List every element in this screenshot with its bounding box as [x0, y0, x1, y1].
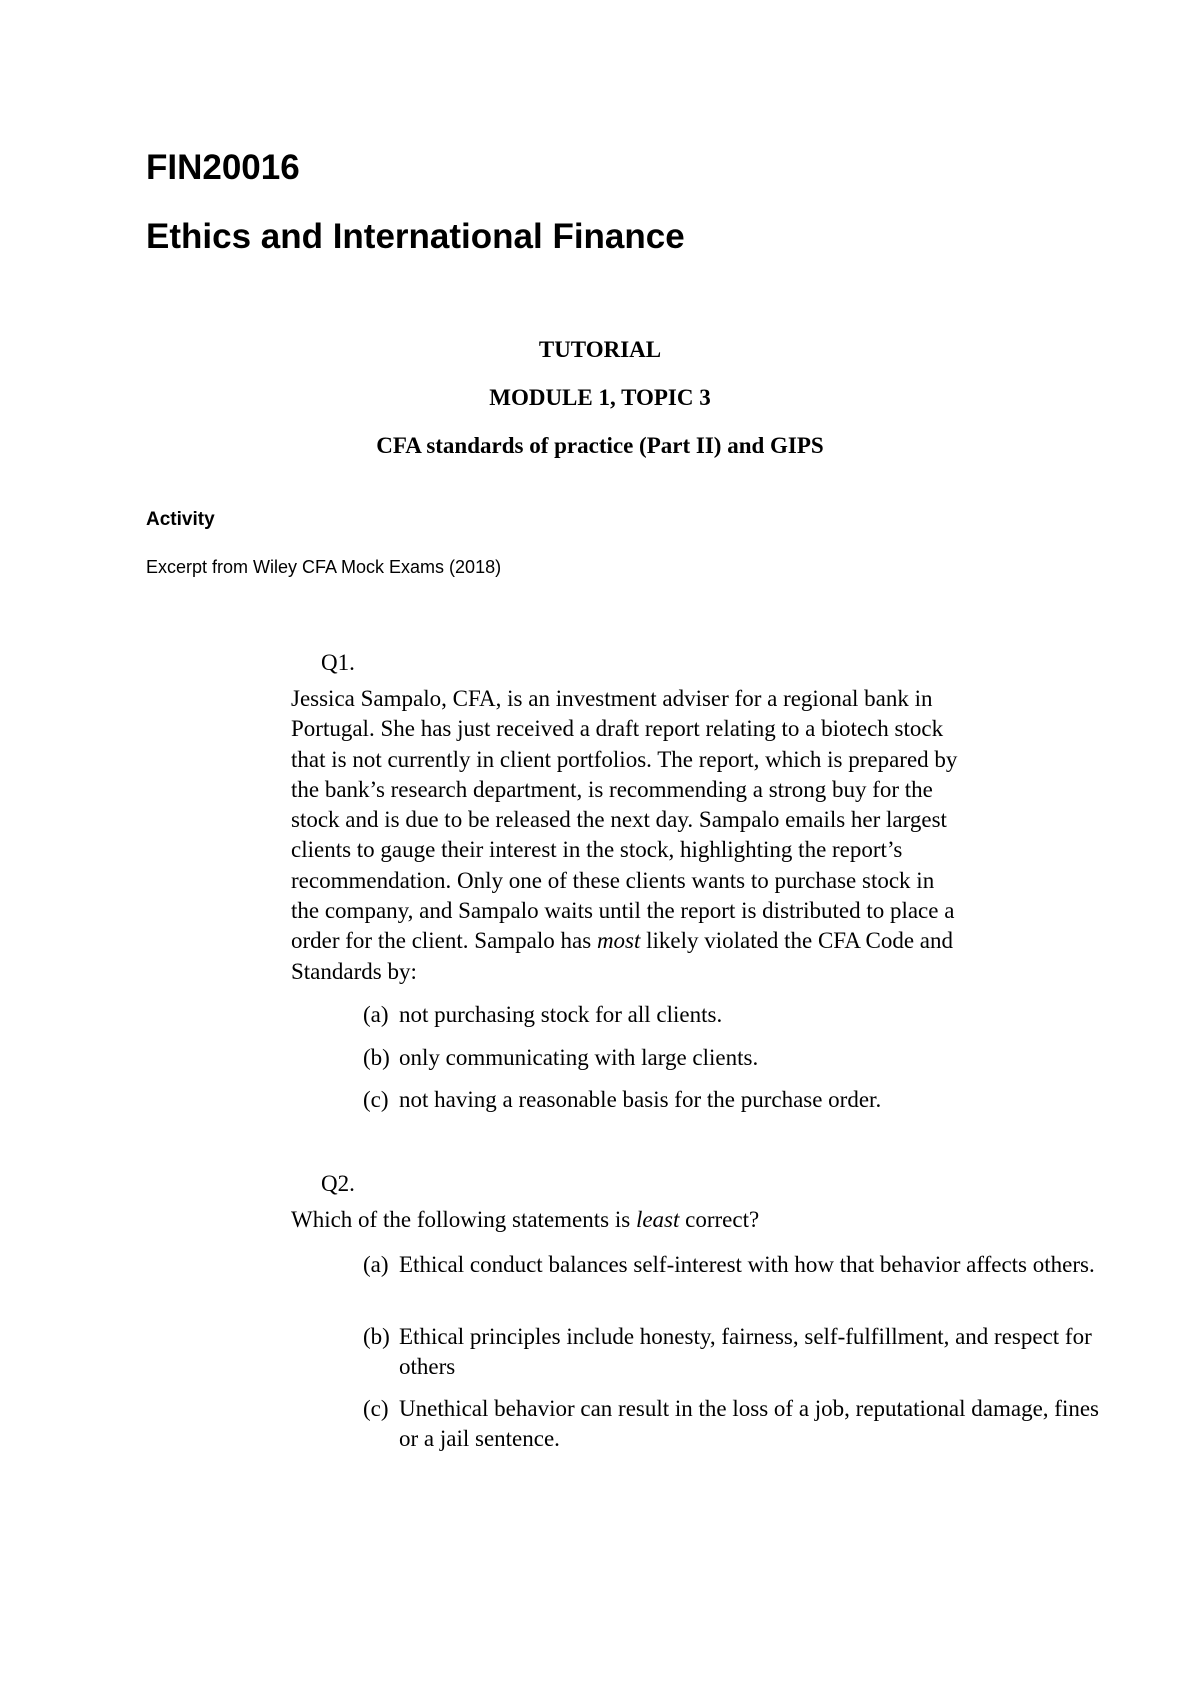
option-label: (b)	[363, 1045, 390, 1070]
course-title: Ethics and International Finance	[146, 217, 685, 256]
question-1-line: that is not currently in client portfolios. The report, which is prepared by	[291, 746, 958, 772]
question-1-line	[291, 926, 1071, 956]
question-2-option-a	[363, 1250, 1099, 1280]
option-label: (a)	[363, 1252, 389, 1277]
question-1-line: Jessica Sampalo, CFA, is an investment adviser for a regional bank in	[291, 686, 933, 711]
topic-heading: CFA standards of practice (Part II) and GIPS	[376, 433, 824, 458]
option-label: (c)	[363, 1396, 389, 1421]
question-1-line: stock and is due to be released the next day. Sampalo emails her largest	[291, 807, 947, 833]
module-heading: MODULE 1, TOPIC 3	[489, 385, 711, 410]
question-1-text	[291, 684, 1071, 987]
option-text: Ethical conduct balances self-interest with how that behavior affects others.	[399, 1252, 1095, 1277]
question-1-line: the company, and Sampalo waits until the report is distributed to place a	[291, 898, 955, 924]
option-text: Unethical behavior can result in the loss of a job, reputational damage, fines or a jail sentence.	[399, 1396, 1099, 1451]
question-1-number: Q1.	[321, 650, 355, 675]
question-1-option-c	[363, 1085, 1099, 1115]
question-1-text-after: likely violated the CFA Code and	[640, 928, 953, 954]
question-1-line: Standards by:	[291, 958, 417, 984]
question-2-option-b	[363, 1322, 1099, 1382]
question-1-emphasis: most	[596, 928, 641, 954]
question-1-line: the bank’s research department, is recommending a strong buy for the	[291, 776, 933, 802]
question-1-line: clients to gauge their interest in the stock, highlighting the report’s	[291, 837, 903, 863]
question-1-line: Portugal. She has just received a draft report relating to a biotech stock	[291, 716, 944, 742]
course-code: FIN20016	[146, 148, 300, 187]
option-text: only communicating with large clients.	[399, 1045, 759, 1070]
activity-label: Activity	[146, 509, 215, 530]
option-label: (a)	[363, 1002, 389, 1027]
question-1-text-before: order for the client. Sampalo has	[291, 928, 597, 954]
question-2-emphasis: least	[635, 1207, 680, 1232]
question-2-option-c	[363, 1394, 1099, 1454]
question-2-text-after: correct?	[679, 1207, 760, 1232]
option-label: (b)	[363, 1324, 390, 1349]
question-2-text	[291, 1205, 1071, 1235]
question-2-number: Q2.	[321, 1171, 355, 1196]
question-1-line: recommendation. Only one of these clients wants to purchase stock in	[291, 867, 935, 893]
excerpt-source: Excerpt from Wiley CFA Mock Exams (2018)	[146, 557, 502, 577]
option-text: not having a reasonable basis for the purchase order.	[399, 1087, 882, 1112]
tutorial-heading: TUTORIAL	[538, 337, 662, 362]
option-label: (c)	[363, 1087, 389, 1112]
option-text: Ethical principles include honesty, fairness, self-fulfillment, and respect for others	[399, 1324, 1092, 1379]
question-1-option-b	[363, 1043, 1099, 1073]
option-text: not purchasing stock for all clients.	[399, 1002, 723, 1027]
question-2-text-before: Which of the following statements is	[291, 1207, 636, 1232]
question-1-option-a	[363, 1000, 1099, 1030]
